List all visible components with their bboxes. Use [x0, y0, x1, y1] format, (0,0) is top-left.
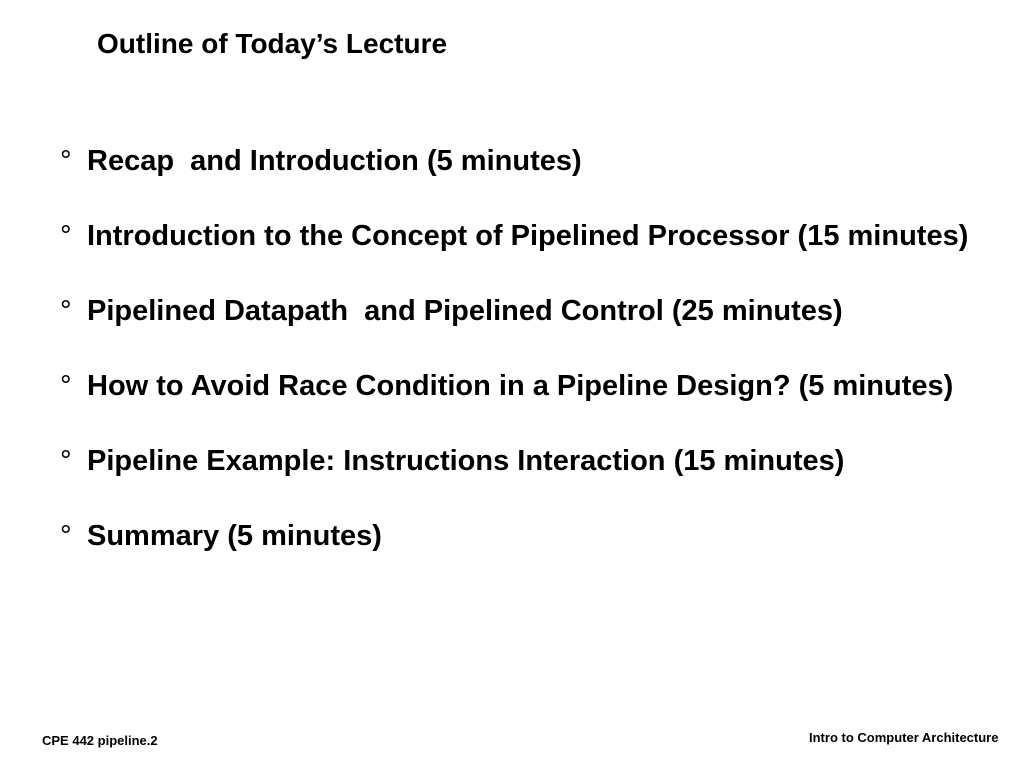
- outline-item-text: Introduction to the Concept of Pipelined Processor (15 minutes): [87, 220, 969, 252]
- footer-course-title: Intro to Computer Architecture: [809, 730, 999, 745]
- outline-item-pipeline-concept: [60, 219, 980, 254]
- outline-item-race-condition: [60, 369, 980, 404]
- degree-bullet-icon: °: [60, 145, 72, 177]
- degree-bullet-icon: °: [60, 220, 72, 252]
- outline-item-datapath-control: [60, 294, 980, 329]
- outline-item-text: Pipeline Example: Instructions Interaction (15 minutes): [87, 445, 845, 477]
- degree-bullet-icon: °: [60, 370, 72, 402]
- outline-item-text: Summary (5 minutes): [87, 520, 382, 552]
- outline-list: [60, 144, 980, 594]
- footer-course-page: CPE 442 pipeline.2: [42, 733, 158, 748]
- outline-item-summary: [60, 519, 980, 554]
- outline-item-pipeline-example: [60, 444, 980, 479]
- slide-title: Outline of Today’s Lecture: [97, 28, 448, 59]
- degree-bullet-icon: °: [60, 520, 72, 552]
- outline-item-text: How to Avoid Race Condition in a Pipeline Design? (5 minutes): [87, 370, 954, 402]
- outline-item-text: Recap and Introduction (5 minutes): [87, 145, 582, 177]
- outline-item-text: Pipelined Datapath and Pipelined Control (25 minutes): [87, 295, 843, 327]
- degree-bullet-icon: °: [60, 295, 72, 327]
- outline-item-recap: [60, 144, 980, 179]
- degree-bullet-icon: °: [60, 445, 72, 477]
